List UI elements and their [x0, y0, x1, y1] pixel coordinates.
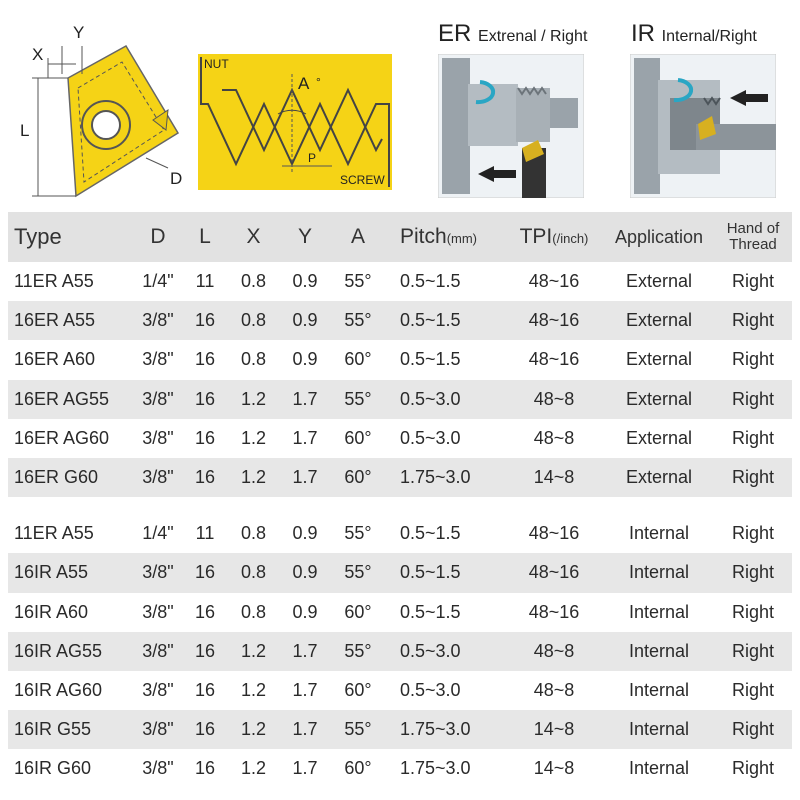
- cell-pitch: 0.5~3.0: [400, 640, 461, 661]
- cell-app: External: [625, 310, 693, 331]
- cell-hand: Right: [731, 640, 775, 661]
- table-row: [8, 632, 792, 671]
- dimension-label-l: L: [20, 121, 30, 140]
- ir-title: [631, 20, 757, 48]
- er-title: [438, 20, 587, 48]
- table-row: [8, 340, 792, 379]
- header-application: Application: [614, 226, 704, 247]
- cell-type: 16IR A60: [14, 601, 89, 622]
- cell-d: 3/8": [142, 427, 174, 448]
- cell-l: 16: [194, 758, 216, 779]
- cell-y: 0.9: [292, 523, 318, 544]
- section-gap: [8, 497, 792, 514]
- cell-a: 55°: [344, 562, 372, 583]
- cell-tpi: 48~16: [528, 310, 580, 331]
- dimension-label-d: D: [170, 169, 183, 188]
- cell-a: 55°: [344, 271, 372, 292]
- cell-tpi: 48~8: [533, 679, 575, 700]
- cell-pitch: 1.75~3.0: [400, 467, 471, 488]
- header-l: L: [199, 225, 211, 248]
- cell-app: Internal: [628, 523, 690, 544]
- cell-a: 55°: [344, 640, 372, 661]
- cell-app: External: [625, 349, 693, 370]
- cell-x: 0.8: [240, 349, 267, 370]
- cell-pitch: 1.75~3.0: [400, 758, 471, 779]
- cell-hand: Right: [731, 310, 775, 331]
- cell-type: 11ER A55: [14, 271, 94, 292]
- external-rows: [8, 262, 792, 497]
- degree-label: °: [316, 75, 321, 89]
- table-row: [8, 458, 792, 497]
- cell-pitch: 0.5~3.0: [400, 679, 461, 700]
- cell-l: 16: [194, 427, 216, 448]
- cell-a: 60°: [344, 679, 372, 700]
- cell-l: 16: [194, 679, 216, 700]
- cell-tpi: 48~8: [533, 640, 575, 661]
- header-hand-of-thread: Hand of Thread: [726, 220, 780, 253]
- cell-d: 3/8": [142, 679, 174, 700]
- cell-pitch: 0.5~1.5: [400, 271, 461, 292]
- cell-d: 1/4": [142, 271, 174, 292]
- cell-type: 16ER A60: [14, 349, 96, 370]
- cell-pitch: 0.5~3.0: [400, 388, 461, 409]
- cell-pitch: 0.5~1.5: [400, 310, 461, 331]
- cell-y: 1.7: [292, 388, 318, 409]
- cell-hand: Right: [731, 562, 775, 583]
- cell-app: External: [625, 271, 693, 292]
- cell-x: 1.2: [240, 679, 267, 700]
- cell-app: External: [625, 467, 693, 488]
- cell-pitch: 0.5~1.5: [400, 601, 461, 622]
- cell-l: 11: [195, 271, 215, 292]
- cell-y: 0.9: [292, 271, 318, 292]
- table-row: [8, 380, 792, 419]
- header-type: Type: [14, 224, 62, 249]
- cell-hand: Right: [731, 719, 775, 740]
- cell-pitch: 0.5~3.0: [400, 427, 461, 448]
- table-row: [8, 514, 792, 553]
- spec-table: [8, 212, 792, 788]
- internal-threading-photo: [630, 54, 776, 198]
- cell-a: 55°: [344, 523, 372, 544]
- cell-d: 3/8": [142, 601, 174, 622]
- cell-d: 1/4": [142, 523, 174, 544]
- cell-x: 0.8: [240, 601, 267, 622]
- cell-app: Internal: [628, 601, 690, 622]
- cell-a: 55°: [344, 719, 372, 740]
- cell-y: 0.9: [292, 349, 318, 370]
- cell-app: Internal: [628, 719, 690, 740]
- external-threading-photo: [438, 54, 584, 198]
- cell-hand: Right: [731, 271, 775, 292]
- cell-hand: Right: [731, 467, 775, 488]
- cell-app: Internal: [628, 679, 690, 700]
- screw-label: SCREW: [340, 173, 385, 187]
- thread-profile-diagram: [198, 54, 392, 190]
- cell-x: 1.2: [240, 719, 267, 740]
- cell-l: 16: [194, 640, 216, 661]
- cell-type: 16IR AG60: [14, 679, 103, 700]
- cell-type: 16ER AG60: [14, 427, 110, 448]
- dimension-label-y: Y: [73, 23, 85, 42]
- cell-y: 1.7: [292, 640, 318, 661]
- cell-x: 0.8: [240, 310, 267, 331]
- insert-dimension-diagram: [18, 18, 188, 203]
- cell-l: 11: [195, 523, 215, 544]
- cell-tpi: 48~16: [528, 601, 580, 622]
- cell-y: 1.7: [292, 758, 318, 779]
- cell-x: 1.2: [240, 427, 267, 448]
- cell-a: 60°: [344, 467, 372, 488]
- cell-app: External: [625, 427, 693, 448]
- cell-d: 3/8": [142, 640, 174, 661]
- cell-hand: Right: [731, 523, 775, 544]
- pitch-label: P: [308, 151, 317, 165]
- er-desc: Extrenal / Right: [478, 28, 588, 45]
- cell-y: 1.7: [292, 467, 318, 488]
- cell-d: 3/8": [142, 388, 174, 409]
- cell-type: 16ER AG55: [14, 388, 110, 409]
- cell-y: 1.7: [292, 427, 318, 448]
- cell-app: External: [625, 388, 693, 409]
- cell-a: 60°: [344, 427, 372, 448]
- table-row: [8, 749, 792, 788]
- cell-type: 16IR AG55: [14, 640, 103, 661]
- table-header: [8, 212, 792, 262]
- internal-rows: [8, 514, 792, 788]
- cell-tpi: 48~16: [528, 271, 580, 292]
- table-row: [8, 262, 792, 301]
- cell-d: 3/8": [142, 758, 174, 779]
- cell-a: 55°: [344, 388, 372, 409]
- cell-x: 0.8: [240, 523, 267, 544]
- nut-label: NUT: [204, 57, 229, 71]
- cell-y: 0.9: [292, 310, 318, 331]
- cell-x: 1.2: [240, 388, 267, 409]
- cell-l: 16: [194, 388, 216, 409]
- cell-d: 3/8": [142, 310, 174, 331]
- cell-a: 60°: [344, 601, 372, 622]
- cell-y: 1.7: [292, 679, 318, 700]
- cell-app: Internal: [628, 640, 690, 661]
- cell-pitch: 1.75~3.0: [400, 719, 471, 740]
- cell-l: 16: [194, 349, 216, 370]
- cell-l: 16: [194, 562, 216, 583]
- cell-hand: Right: [731, 349, 775, 370]
- cell-tpi: 14~8: [533, 758, 575, 779]
- cell-l: 16: [194, 310, 216, 331]
- cell-x: 1.2: [240, 467, 267, 488]
- ir-desc: Internal/Right: [661, 28, 757, 45]
- header-d: D: [150, 225, 166, 248]
- cell-l: 16: [194, 601, 216, 622]
- cell-l: 16: [194, 467, 216, 488]
- cell-d: 3/8": [142, 349, 174, 370]
- cell-type: 11ER A55: [14, 523, 94, 544]
- cell-d: 3/8": [142, 719, 174, 740]
- header-x: X: [246, 225, 261, 248]
- cell-tpi: 48~8: [533, 388, 575, 409]
- cell-hand: Right: [731, 427, 775, 448]
- dimension-label-x: X: [32, 45, 44, 64]
- cell-tpi: 48~16: [528, 523, 580, 544]
- cell-tpi: 48~8: [533, 427, 575, 448]
- cell-tpi: 14~8: [533, 467, 575, 488]
- cell-app: Internal: [628, 758, 690, 779]
- cell-hand: Right: [731, 679, 775, 700]
- cell-d: 3/8": [142, 467, 174, 488]
- cell-app: Internal: [628, 562, 690, 583]
- cell-x: 0.8: [240, 271, 267, 292]
- cell-l: 16: [194, 719, 216, 740]
- table-row: [8, 671, 792, 710]
- header-tpi: TPI(/inch): [519, 225, 589, 248]
- cell-x: 0.8: [240, 562, 267, 583]
- angle-label: A: [298, 74, 310, 93]
- cell-a: 60°: [344, 349, 372, 370]
- er-code: ER: [438, 20, 472, 47]
- header-pitch: Pitch(mm): [400, 225, 478, 248]
- cell-x: 1.2: [240, 640, 267, 661]
- cell-hand: Right: [731, 758, 775, 779]
- cell-y: 0.9: [292, 562, 318, 583]
- cell-a: 60°: [344, 758, 372, 779]
- cell-y: 1.7: [292, 719, 318, 740]
- cell-y: 0.9: [292, 601, 318, 622]
- cell-tpi: 48~16: [528, 349, 580, 370]
- cell-hand: Right: [731, 601, 775, 622]
- cell-tpi: 48~16: [528, 562, 580, 583]
- cell-type: 16IR A55: [14, 562, 89, 583]
- table-row: [8, 419, 792, 458]
- table-row: [8, 593, 792, 632]
- cell-type: 16ER G60: [14, 467, 99, 488]
- cell-pitch: 0.5~1.5: [400, 523, 461, 544]
- table-row: [8, 301, 792, 340]
- table-row: [8, 710, 792, 749]
- ir-code: IR: [631, 20, 655, 47]
- cell-type: 16IR G60: [14, 758, 92, 779]
- table-row: [8, 553, 792, 592]
- header-y: Y: [297, 225, 312, 248]
- cell-pitch: 0.5~1.5: [400, 562, 461, 583]
- cell-tpi: 14~8: [533, 719, 575, 740]
- cell-type: 16IR G55: [14, 719, 92, 740]
- cell-x: 1.2: [240, 758, 267, 779]
- cell-pitch: 0.5~1.5: [400, 349, 461, 370]
- header-a: A: [350, 225, 365, 248]
- cell-type: 16ER A55: [14, 310, 96, 331]
- cell-d: 3/8": [142, 562, 174, 583]
- cell-hand: Right: [731, 388, 775, 409]
- cell-a: 55°: [344, 310, 372, 331]
